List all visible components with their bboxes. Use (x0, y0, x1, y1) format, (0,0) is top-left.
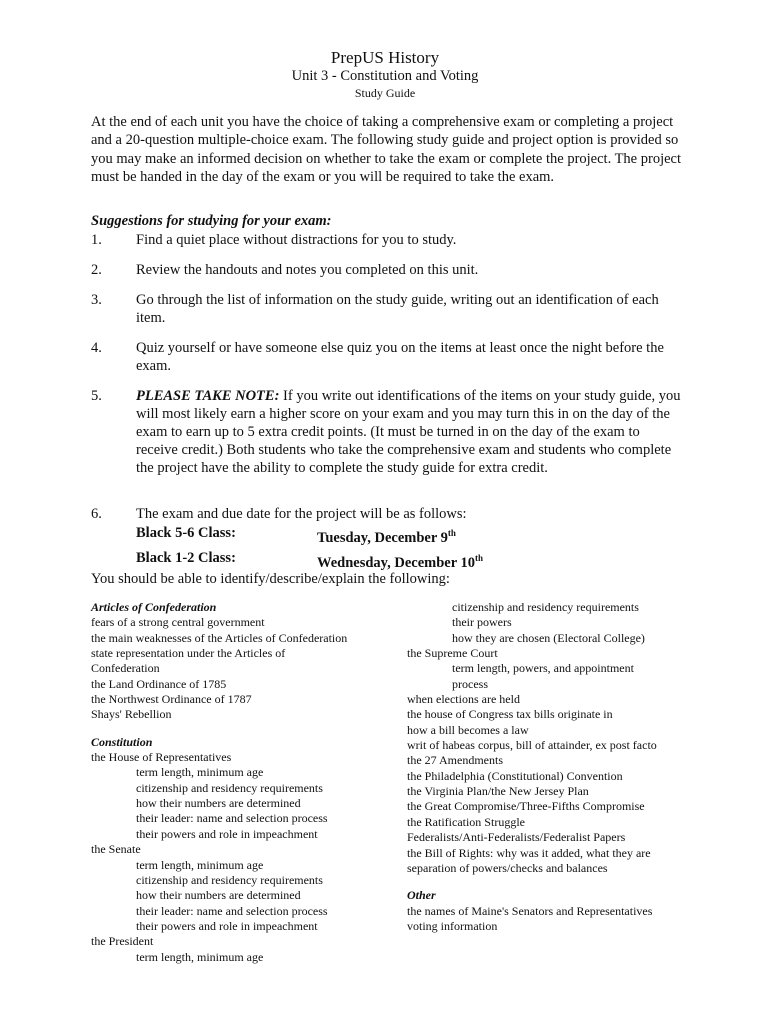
suggestions-heading: Suggestions for studying for your exam: (91, 213, 332, 229)
list-item: separation of powers/checks and balances (407, 860, 608, 875)
suggestion-text: Review the handouts and notes you completed on this unit. (136, 262, 479, 278)
list-item: the Great Compromise/Three-Fifths Compromise (407, 799, 645, 814)
sub-item: term length, minimum age (136, 765, 264, 780)
sub-item: their leader: name and selection process (136, 903, 328, 918)
list-item: the Senate (91, 842, 141, 857)
sub-item: process (452, 676, 488, 691)
suggestion-number: 3. (91, 292, 102, 308)
articles-heading: Articles of Confederation (91, 600, 217, 614)
schedule-date: Tuesday, December 9th (317, 528, 456, 546)
sub-item: how their numbers are determined (136, 888, 301, 903)
suggestion-item (91, 231, 691, 249)
list-item: the House of Representatives (91, 750, 232, 765)
list-item: the house of Congress tax bills originate in (407, 707, 613, 722)
suggestion-number: 1. (91, 232, 102, 248)
schedule-date: Wednesday, December 10th (317, 552, 484, 571)
list-item: voting information (407, 918, 498, 933)
suggestion-item (91, 505, 691, 572)
list-item: the Bill of Rights: why was it added, what they are (407, 845, 651, 860)
sub-item: citizenship and residency requirements (136, 780, 323, 795)
list-item: state representation under the Articles of (91, 646, 286, 661)
suggestion-text: Go through the list of information on the study guide, writing out an identification of each item. (136, 292, 659, 326)
intro-paragraph: At the end of each unit you have the choice of taking a comprehensive exam or completing a project and a 20-question multiple-choice exam. The following study guide and project option is provided so you may make an informed decision on whether to take the exam or complete the project. The project must be handed in the day of the exam or you will be required to take the exam. (91, 114, 681, 186)
list-item: the Philadelphia (Constitutional) Convention (407, 768, 623, 783)
list-item: when elections are held (407, 692, 520, 707)
list-item: the main weaknesses of the Articles of Confederation (91, 630, 348, 645)
date-suffix: th (447, 528, 456, 538)
sub-item: term length, powers, and appointment (452, 661, 634, 676)
list-item: Shays' Rebellion (91, 707, 172, 722)
sub-item: their powers and role in impeachment (136, 918, 318, 933)
suggestion-item (91, 339, 691, 375)
right-column (407, 600, 707, 934)
other-heading: Other (407, 888, 436, 903)
sub-item: their powers (452, 615, 512, 630)
schedule-row (136, 549, 681, 572)
sub-item: citizenship and residency requirements (136, 872, 323, 887)
suggestion-number: 5. (91, 388, 102, 404)
identify-intro: You should be able to identify/describe/explain the following: (91, 571, 450, 587)
suggestion-item (91, 291, 691, 327)
list-item: the Supreme Court (407, 646, 498, 661)
list-item: the Virginia Plan/the New Jersey Plan (407, 784, 589, 799)
take-note-text: If you write out identifications of the items on your study guide, you will most likely earn a higher score on your exam and you may turn this in on the day of the exam to earn up to 5 extra credit points. (It must be turned in on the day of the exam to receive credit.) Both students who take the comprehensive exam and students who complete the project have the ability to complete the study guide for extra credit. (136, 388, 681, 476)
list-item: the names of Maine's Senators and Representatives (407, 903, 653, 918)
page-subtitle: Unit 3 - Constitution and Voting (291, 68, 479, 84)
list-item: the Northwest Ordinance of 1787 (91, 692, 252, 707)
schedule-intro: The exam and due date for the project will be as follows: (136, 506, 467, 522)
suggestion-text: Find a quiet place without distractions for you to study. (136, 232, 457, 248)
sub-item: how they are chosen (Electoral College) (452, 630, 645, 645)
sub-item: their powers and role in impeachment (136, 826, 318, 841)
sub-item: their leader: name and selection process (136, 811, 328, 826)
list-item: the Land Ordinance of 1785 (91, 676, 227, 691)
document-type-label: Study Guide (354, 86, 416, 100)
suggestion-number: 6. (91, 506, 102, 522)
date-suffix: th (475, 552, 484, 563)
list-item: how a bill becomes a law (407, 722, 529, 737)
schedule-row (136, 524, 681, 547)
schedule-class: Black 5-6 Class: (136, 525, 236, 541)
list-item: the Ratification Struggle (407, 814, 525, 829)
list-item: Federalists/Anti-Federalists/Federalist Papers (407, 830, 626, 845)
schedule-class: Black 1-2 Class: (136, 549, 236, 566)
list-item: Confederation (91, 661, 160, 676)
left-column (91, 600, 391, 965)
suggestion-text (136, 505, 681, 572)
suggestion-item (91, 387, 691, 477)
list-item: writ of habeas corpus, bill of attainder, ex post facto (407, 738, 657, 753)
page-title: PrepUS History (330, 48, 440, 67)
sub-item: citizenship and residency requirements (452, 600, 639, 614)
list-item: the 27 Amendments (407, 753, 503, 768)
suggestion-text: Quiz yourself or have someone else quiz you on the items at least once the night before the exam. (136, 340, 664, 374)
take-note-label: PLEASE TAKE NOTE: (136, 388, 280, 404)
sub-item: term length, minimum age (136, 857, 264, 872)
list-item: fears of a strong central government (91, 615, 265, 630)
suggestion-text (136, 387, 681, 477)
suggestion-number: 2. (91, 262, 102, 278)
sub-item: term length, minimum age (136, 949, 264, 964)
suggestion-item (91, 261, 691, 279)
constitution-heading: Constitution (91, 734, 153, 749)
sub-item: how their numbers are determined (136, 796, 301, 811)
suggestion-number: 4. (91, 340, 102, 356)
list-item: the President (91, 934, 154, 949)
